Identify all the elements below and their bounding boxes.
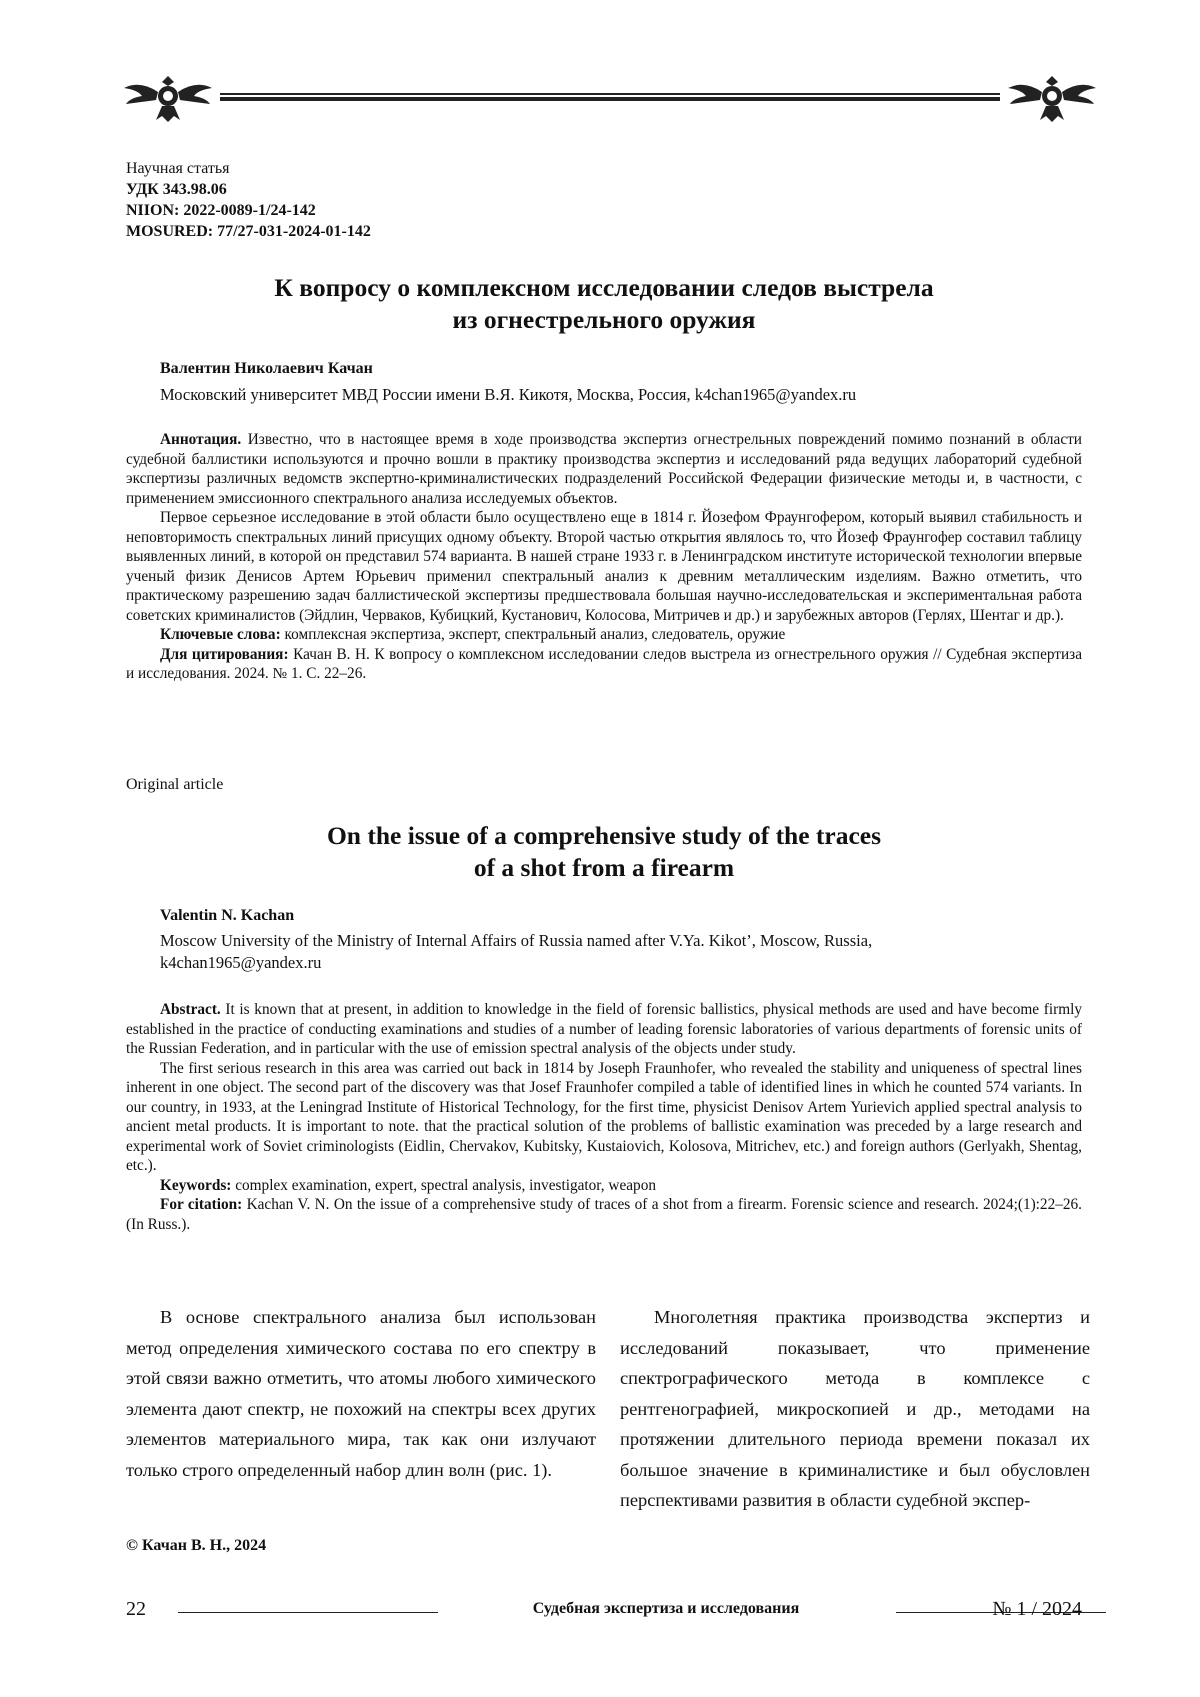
- page-footer: [126, 1598, 1082, 1626]
- citation-text: Kachan V. N. On the issue of a comprehensive study of traces of a shot from a firearm. Forensic science and research. 2024;(1):22–26. (In Russ.).: [126, 1196, 1082, 1233]
- abstract-text: It is known that at present, in addition to knowledge in the field of forensic ballistics, physical methods are used and have become firmly established in the practice of conducting examinations and studies of a number of leading forensic laboratories of various departments of forensic units of the Russian Federation, and in particular with the use of emission spectral analysis of the objects under study.: [126, 1001, 1082, 1057]
- issue-number: № 1 / 2024: [992, 1598, 1082, 1621]
- author-affiliation-en: [160, 930, 1010, 974]
- article-type: Научная статья: [126, 158, 371, 179]
- author-affiliation: Московский университет МВД России имени В.Я. Кикотя, Москва, Россия, k4chan1965@yandex.ru: [160, 384, 1010, 406]
- header-band: [120, 70, 1100, 126]
- mosured-code: MOSURED: 77/27-031-2024-01-142: [126, 221, 371, 242]
- keywords-label: Keywords:: [160, 1177, 231, 1194]
- keywords-text: комплексная экспертиза, эксперт, спектральный анализ, следователь, оружие: [285, 626, 786, 643]
- citation-text: Качан В. Н. К вопросу о комплексном исследовании следов выстрела из огнестрельного оружия // Судебная экспертиза и исследования. 2024. № 1. С. 22–26.: [126, 646, 1082, 683]
- body-column-right: [620, 1302, 1090, 1516]
- niion-code: NIION: 2022-0089-1/24-142: [126, 200, 371, 221]
- body-paragraph: Многолетняя практика производства экспертиз и исследований показывает, что применение спектрографического метода в комплексе с рентгенографией, микроскопией и др., методами на протяжении длительного периода времени показал их большое значение в криминалистике и был обусловлен перспективами развития в области судебной экспер-: [620, 1302, 1090, 1516]
- title-line: К вопросу о комплексном исследовании следов выстрела: [126, 272, 1082, 304]
- abstract-label: Abstract.: [160, 1001, 221, 1018]
- journal-name: Судебная экспертиза и исследования: [456, 1600, 876, 1618]
- abstract-text: Известно, что в настоящее время в ходе производства экспертиз огнестрельных повреждений помимо познаний в области судебной баллистики используются и прочно вошли в практику производства экспертиз и исследований ряда ведущих лабораторий судебной экспертизы различных ведомств экспертно-криминалистических подразделений Российской Федерации физические методы и, в частности, с применением эмиссионного спектрального анализа исследуемых объектов.: [126, 431, 1082, 507]
- author-name-en: Valentin N. Kachan: [160, 907, 294, 925]
- title-line: On the issue of a comprehensive study of the traces: [126, 820, 1082, 852]
- article-meta: [126, 158, 371, 242]
- copyright: © Качан В. Н., 2024: [126, 1537, 266, 1555]
- header-rule: [220, 93, 1000, 102]
- title-line: из огнестрельного оружия: [126, 304, 1082, 336]
- affiliation-line: Moscow University of the Ministry of Internal Affairs of Russia named after V.Ya. Kikot’, Moscow, Russia,: [160, 930, 1010, 952]
- author-name: Валентин Николаевич Качан: [160, 360, 373, 378]
- keywords-text: complex examination, expert, spectral analysis, investigator, weapon: [235, 1177, 656, 1194]
- page-title-en: [126, 820, 1082, 884]
- abstract-en: [126, 1000, 1082, 1234]
- eagle-emblem-icon: [1004, 70, 1100, 126]
- page-title: [126, 272, 1082, 336]
- udc-code: УДК 343.98.06: [126, 179, 371, 200]
- footer-rule: [178, 1612, 438, 1613]
- abstract-label: Аннотация.: [160, 431, 241, 448]
- citation-label: For citation:: [160, 1196, 242, 1213]
- citation-label: Для цитирования:: [160, 646, 289, 663]
- eagle-emblem-icon: [120, 70, 216, 126]
- abstract-text: The first serious research in this area was carried out back in 1814 by Joseph Fraunhofer, who revealed the stability and uniqueness of spectral lines inherent in one object. The second part of the discovery was that Josef Fraunhofer compiled a table of identified lines in which he counted 574 variants. In our country, in 1933, at the Leningrad Institute of Historical Technology, for the first time, physicist Denisov Artem Yurievich applied spectral analysis to ancient metal products. It is important to note. that the practical solution of the problems of ballistic examination was preceded by a large research and experimental work of Soviet criminologists (Eidlin, Chervakov, Kubitsky, Kustaiovich, Kolosova, Mitrichev, etc.) and foreign authors (Gerlyakh, Shentag, etc.).: [126, 1059, 1082, 1176]
- title-line: of a shot from a firearm: [126, 852, 1082, 884]
- article-type-en: Original article: [126, 776, 223, 794]
- affiliation-email: k4chan1965@yandex.ru: [160, 952, 1010, 974]
- abstract-text: Первое серьезное исследование в этой области было осуществлено еще в 1814 г. Йозефом Фраунгофером, который выявил стабильность и неповторимость спектральных линий присущих одному объекту. Второй частью открытия являлось то, что Йозеф Фраунгофер составил таблицу выявленных линий, в которой он представил 574 варианта. В нашей стране 1933 г. в Ленинградском институте исторической технологии впервые ученый физик Денисов Артем Юрьевич применил спектральный анализ к древним металлическим изделиям. Важно отметить, что практическому разрешению задач баллистической экспертизы предшествовала большая научно-исследовательская и экспериментальная работа советских криминалистов (Эйдлин, Черваков, Кубицкий, Кустанович, Колосова, Митричев и др.) и зарубежных авторов (Герлях, Шентаг и др.).: [126, 508, 1082, 625]
- body-paragraph: В основе спектрального анализа был использован метод определения химического состава по его спектру в этой связи важно отметить, что атомы любого химического элемента дают спектр, не похожий на спектры всех других элементов материального мира, так как они излучают только строго определенный набор длин волн (рис. 1).: [126, 1302, 596, 1485]
- keywords-label: Ключевые слова:: [160, 626, 281, 643]
- body-column-left: [126, 1302, 596, 1485]
- page-number: 22: [126, 1598, 146, 1621]
- abstract-ru: [126, 430, 1082, 684]
